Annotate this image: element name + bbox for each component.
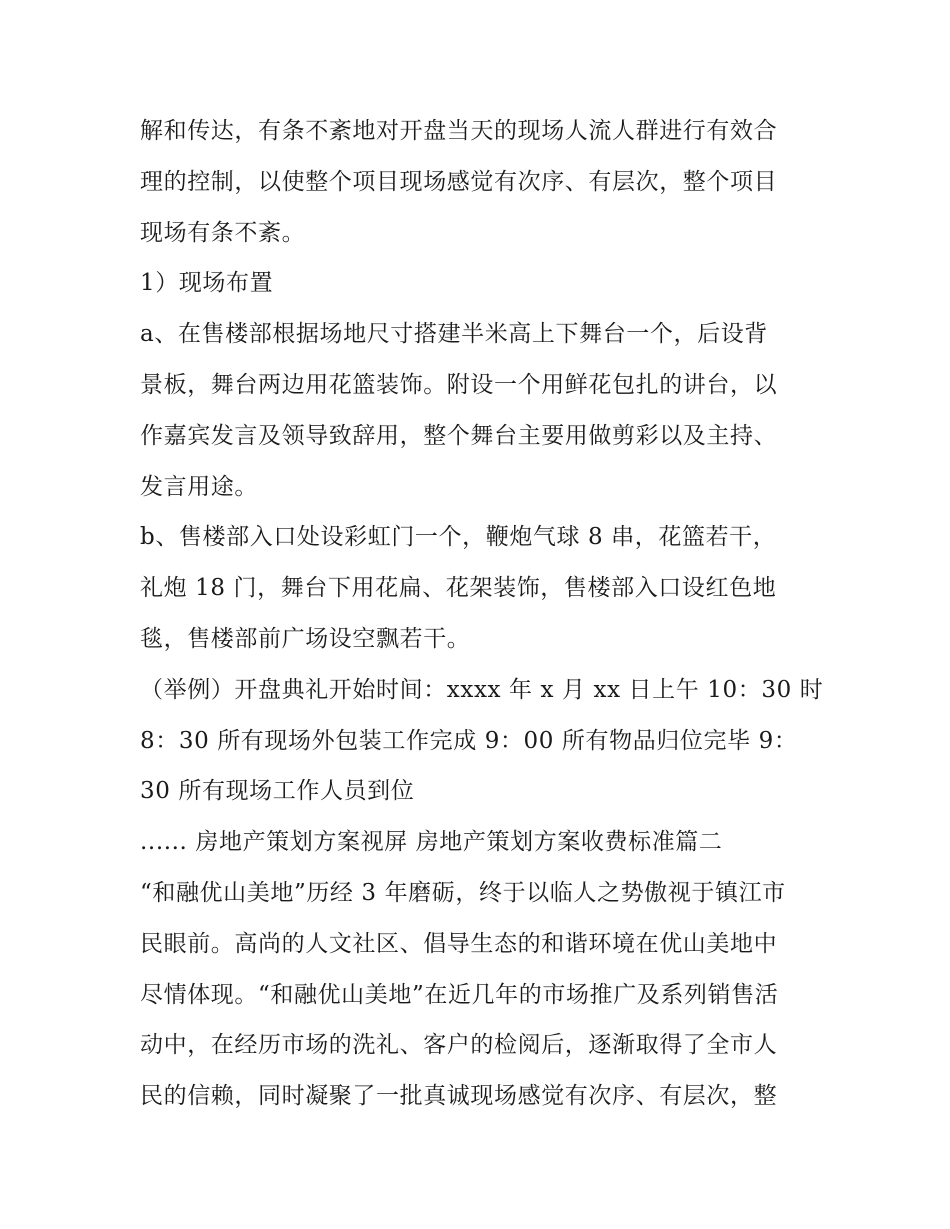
text-line: 民眼前。高尚的人文社区、倡导生态的和谐环境在优山美地中 — [140, 930, 778, 957]
text-line: 景板，舞台两边用花篮装饰。附设一个用鲜花包扎的讲台，以 — [140, 371, 778, 398]
text-line: 尽情体现。“和融优山美地”在近几年的市场推广及系列销售活 — [140, 981, 779, 1008]
text-line: 解和传达，有条不紊地对开盘当天的现场人流人群进行有效合 — [140, 118, 778, 144]
text-line: 礼炮 18 门，舞台下用花扁、花架装饰，售楼部入口设红色地 — [140, 575, 777, 602]
text-line: 8：30 所有现场外包装工作完成 9：00 所有物品归位完毕 9： — [140, 727, 798, 754]
text-line: 民的信赖，同时凝聚了一批真诚现场感觉有次序、有层次，整 — [140, 1083, 778, 1110]
section-heading: 1）现场布置 — [140, 270, 274, 297]
text-line: 现场有条不紊。 — [140, 219, 306, 246]
text-line: 发言用途。 — [140, 473, 258, 500]
text-line: （举例）开盘典礼开始时间：xxxx 年 x 月 xx 日上午 10：30 时 — [140, 676, 824, 703]
text-line: b、售楼部入口处设彩虹门一个，鞭炮气球 8 串，花篮若干， — [140, 524, 777, 551]
text-line: 动中，在经历市场的洗礼、客户的检阅后，逐渐取得了全市人 — [140, 1032, 778, 1059]
text-line: 30 所有现场工作人员到位 — [140, 778, 415, 805]
text-line: ...... 房地产策划方案视屏 房地产策划方案收费标准篇二 — [140, 829, 723, 856]
text-line: a、在售楼部根据场地尺寸搭建半米高上下舞台一个，后设背 — [140, 321, 768, 348]
text-line: “和融优山美地”历经 3 年磨砺，终于以临人之势傲视于镇江市 — [140, 879, 786, 906]
text-line: 作嘉宾发言及领导致辞用，整个舞台主要用做剪彩以及主持、 — [140, 422, 778, 449]
text-line: 理的控制，以使整个项目现场感觉有次序、有层次，整个项目 — [140, 168, 778, 195]
text-line: 毯，售楼部前广场设空飘若干。 — [140, 625, 471, 652]
document-body — [140, 106, 824, 1122]
